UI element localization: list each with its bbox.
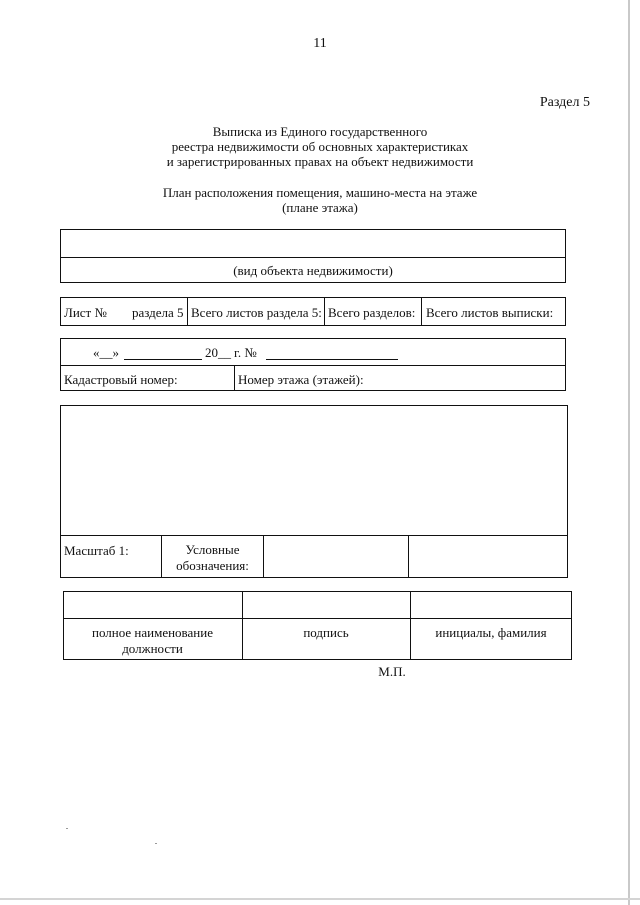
name-label: инициалы, фамилия bbox=[435, 625, 547, 640]
position-label bbox=[63, 625, 242, 657]
divider bbox=[408, 535, 409, 578]
date-line bbox=[93, 345, 119, 361]
divider bbox=[60, 365, 566, 366]
open-quote: « bbox=[93, 345, 100, 360]
title-line: Выписка из Единого государственного bbox=[212, 124, 428, 139]
total-sections-label: Всего разделов: bbox=[328, 305, 416, 320]
title-line: и зарегистрированных правах на объект недвижимости bbox=[166, 154, 474, 169]
divider bbox=[187, 297, 188, 326]
divider bbox=[263, 535, 264, 578]
subtitle-line: План расположения помещения, машино-места на этаже bbox=[162, 185, 478, 200]
close-quote: » bbox=[112, 345, 119, 360]
number-blank-line bbox=[266, 359, 398, 360]
section-number-label: раздела 5 bbox=[132, 305, 184, 320]
scale-label: Масштаб 1: bbox=[64, 543, 129, 558]
scan-speck bbox=[155, 843, 157, 844]
divider bbox=[234, 365, 235, 391]
sheet-number-label: Лист № bbox=[64, 305, 107, 320]
number-label: г. № bbox=[234, 345, 257, 360]
document-title bbox=[120, 124, 520, 169]
page-edge bbox=[628, 0, 630, 905]
legend-label-line: Условные bbox=[185, 542, 240, 557]
scan-speck bbox=[66, 828, 68, 829]
divider bbox=[60, 535, 568, 536]
document-subtitle bbox=[120, 185, 520, 215]
page-number: 11 bbox=[313, 36, 327, 51]
legend-label bbox=[162, 542, 263, 574]
floor-number-label: Номер этажа (этажей): bbox=[238, 372, 364, 387]
year-prefix: 20 bbox=[205, 345, 218, 360]
divider bbox=[63, 618, 572, 619]
position-label-line: должности bbox=[122, 641, 183, 656]
floor-plan-box bbox=[60, 405, 568, 578]
stamp-label: М.П. bbox=[378, 664, 406, 679]
signature-label: подпись bbox=[303, 625, 349, 640]
total-section-sheets-label: Всего листов раздела 5: bbox=[191, 305, 322, 320]
cadastral-number-label: Кадастровый номер: bbox=[64, 372, 178, 387]
divider bbox=[421, 297, 422, 326]
section-label: Раздел 5 bbox=[539, 95, 590, 110]
total-extract-sheets-label: Всего листов выписки: bbox=[426, 305, 554, 320]
position-label-line: полное наименование bbox=[92, 625, 213, 640]
divider bbox=[324, 297, 325, 326]
object-type-caption: (вид объекта недвижимости) bbox=[233, 263, 393, 278]
legend-label-line: обозначения: bbox=[176, 558, 249, 573]
subtitle-line: (плане этажа) bbox=[282, 200, 358, 215]
month-blank-line bbox=[124, 359, 202, 360]
day-blank: __ bbox=[99, 345, 113, 360]
page-edge bbox=[0, 898, 640, 900]
divider bbox=[60, 257, 566, 258]
year-field bbox=[205, 345, 231, 361]
year-blank: __ bbox=[218, 345, 231, 360]
title-line: реестра недвижимости об основных характеристиках bbox=[171, 139, 469, 154]
